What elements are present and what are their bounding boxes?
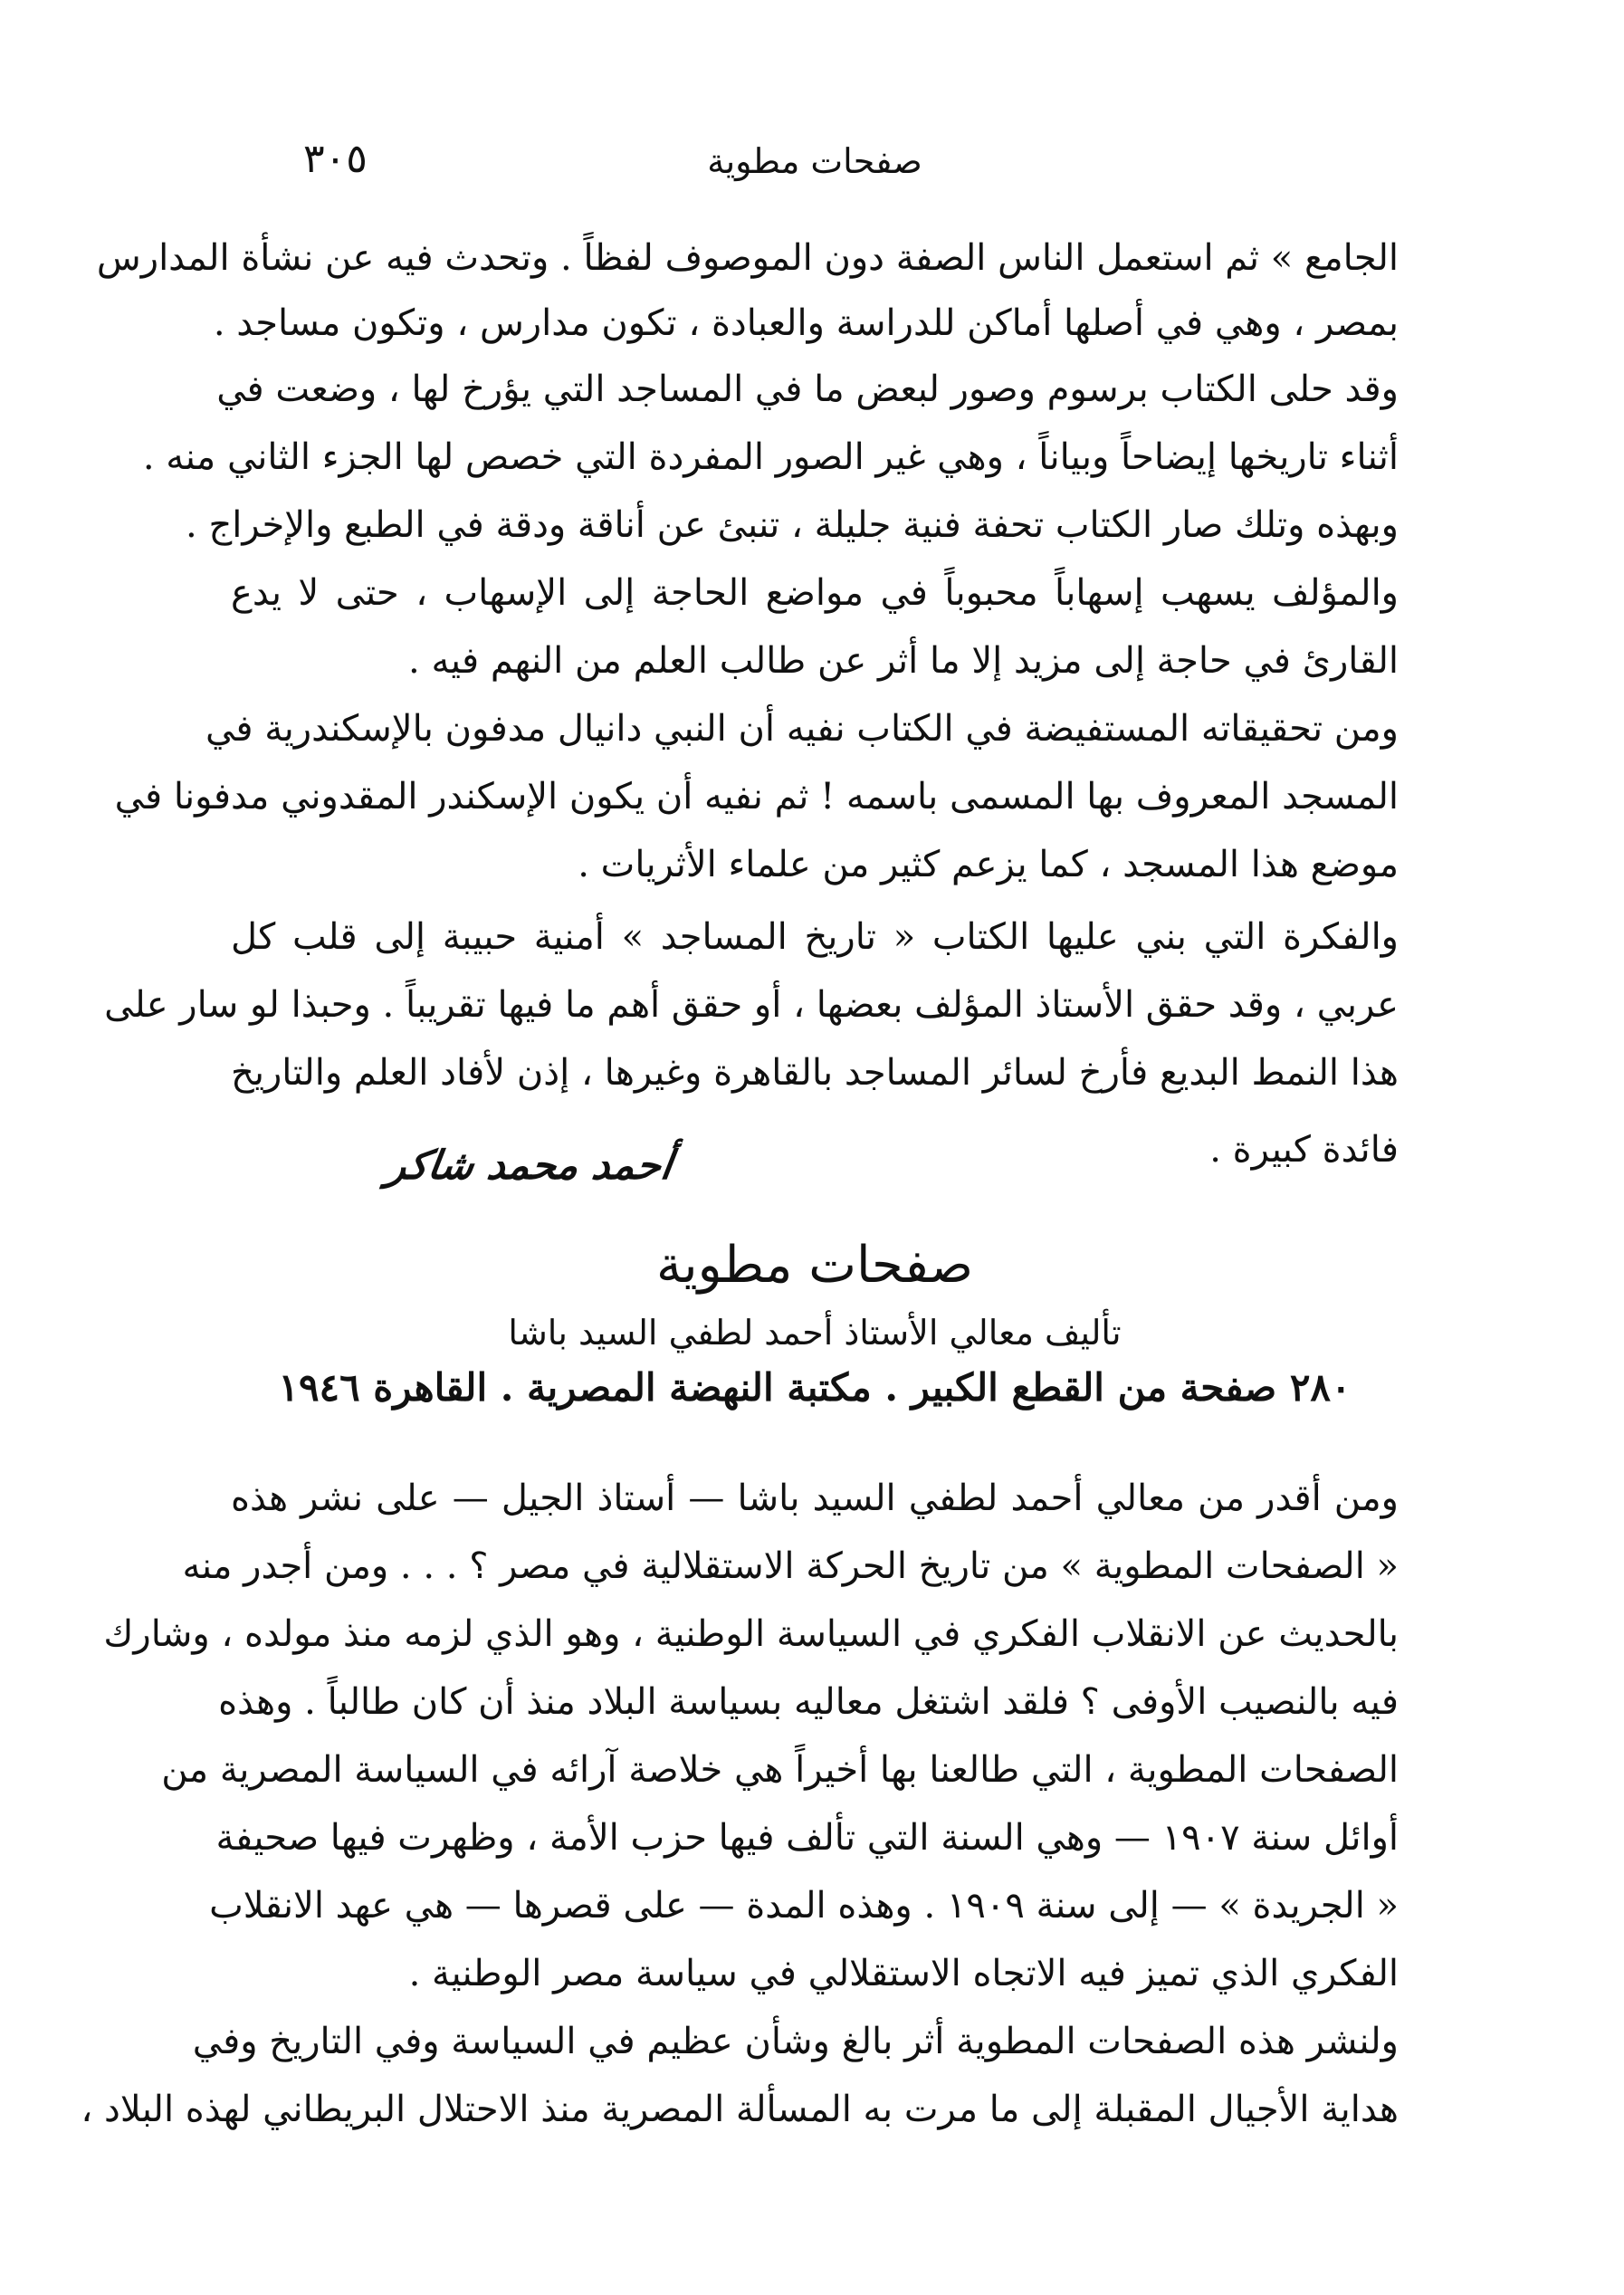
- text-line: ومن تحقيقاته المستفيضة في الكتاب نفيه أن النبي دانيال مدفون بالإسكندرية في: [205, 708, 1399, 750]
- book-publication-line: ٢٨٠ صفحة من القطع الكبير . مكتبة النهضة المصرية . القاهرة ١٩٤٦: [278, 1365, 1352, 1410]
- text-line: المسجد المعروف بها المسمى باسمه ! ثم نفيه أن يكون الإسكندر المقدوني مدفونا في: [114, 776, 1399, 818]
- text-line: ومن أقدر من معالي أحمد لطفي السيد باشا — أستاذ الجيل — على نشر هذه: [231, 1477, 1399, 1519]
- text-line: هذا النمط البديع فأرخ لسائر المساجد بالقاهرة وغيرها ، إذن لأفاد العلم والتاريخ: [231, 1052, 1399, 1094]
- text-line: فيه بالنصيب الأوفى ؟ فلقد اشتغل معاليه بسياسة البلاد منذ أن كان طالباً . وهذه: [218, 1681, 1399, 1723]
- text-line: الصفحات المطوية ، التي طالعنا بها أخيراً هي خلاصة آرائه في السياسة المصرية من: [161, 1749, 1399, 1791]
- text-line: وقد حلى الكتاب برسوم وصور لبعض ما في المساجد التي يؤرخ لها ، وضعت في: [216, 368, 1399, 410]
- text-line: بمصر ، وهي في أصلها أماكن للدراسة والعبادة ، تكون مدارس ، وتكون مساجد .: [213, 302, 1399, 344]
- text-line: أثناء تاريخها إيضاحاً وبياناً ، وهي غير الصور المفردة التي خصص لها الجزء الثاني منه .: [142, 436, 1399, 478]
- text-line: موضع هذا المسجد ، كما يزعم كثير من علماء الأثريات .: [578, 844, 1399, 885]
- text-line: أوائل سنة ١٩٠٧ — وهي السنة التي تألف فيها حزب الأمة ، وظهرت فيها صحيفة: [215, 1817, 1399, 1859]
- text-line: فائدة كبيرة .: [1209, 1129, 1399, 1171]
- text-line: والفكرة التي بني عليها الكتاب « تاريخ المساجد » أمنية حبيبة إلى قلب كل: [231, 916, 1399, 958]
- page-header: [231, 136, 1399, 190]
- text-line: ولنشر هذه الصفحات المطوية أثر بالغ وشأن عظيم في السياسة وفي التاريخ وفي: [192, 2021, 1399, 2062]
- text-line: « الصفحات المطوية » من تاريخ الحركة الاستقلالية في مصر ؟ . . . ومن أجدر منه: [182, 1545, 1399, 1587]
- text-line: وبهذه وتلك صار الكتاب تحفة فنية جليلة ، تنبئ عن أناقة ودقة في الطبع والإخراج .: [186, 504, 1399, 546]
- running-title: صفحات مطوية: [707, 141, 922, 181]
- reviewer-signature: أحمد محمد شاكر: [384, 1143, 675, 1189]
- text-line: الجامع » ثم استعمل الناس الصفة دون الموصوف لفظاً . وتحدث فيه عن نشأة المدارس: [96, 237, 1399, 279]
- text-line: عربي ، وقد حقق الأستاذ المؤلف بعضها ، أو حقق أهم ما فيها تقريباً . وحبذا لو سار على: [104, 984, 1399, 1026]
- text-line: القارئ في حاجة إلى مزيد إلا ما أثر عن طالب العلم من النهم فيه .: [408, 640, 1399, 682]
- text-line: الفكري الذي تميز فيه الاتجاه الاستقلالي في سياسة مصر الوطنية .: [408, 1953, 1399, 1994]
- text-line: بالحديث عن الانقلاب الفكري في السياسة الوطنية ، وهو الذي لزمه منذ مولده ، وشارك: [103, 1613, 1399, 1655]
- text-line: « الجريدة » — إلى سنة ١٩٠٩ . وهذه المدة — على قصرها — هي عهد الانقلاب: [209, 1885, 1399, 1927]
- book-author-line: تأليف معالي الأستاذ أحمد لطفي السيد باشا: [508, 1313, 1122, 1353]
- section-title: صفحات مطوية: [655, 1236, 974, 1295]
- text-line: هداية الأجيال المقبلة إلى ما مرت به المسألة المصرية منذ الاحتلال البريطاني لهذه البلاد ،: [81, 2089, 1399, 2130]
- text-line: والمؤلف يسهب إسهاباً محبوباً في مواضع الحاجة إلى الإسهاب ، حتى لا يدع: [231, 572, 1399, 614]
- page-number: ٣٠٥: [303, 136, 368, 182]
